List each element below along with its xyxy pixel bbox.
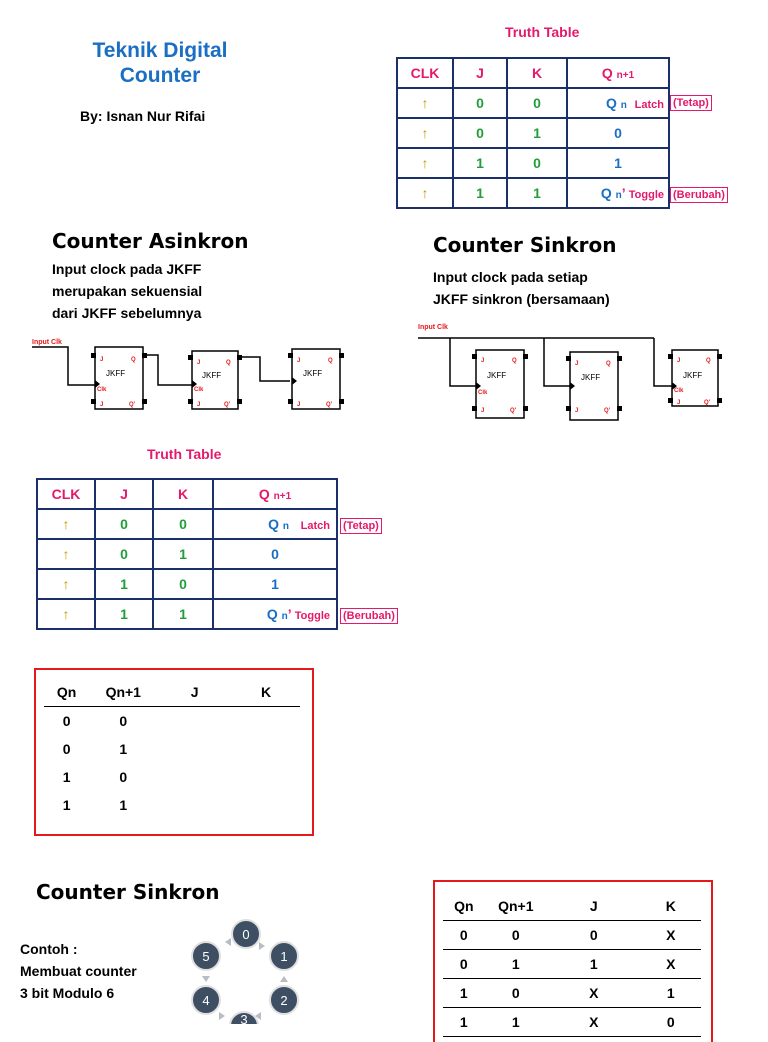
ff-name: JKFF (106, 369, 126, 378)
pin-j: J (197, 402, 201, 408)
header-q (213, 479, 337, 509)
pin-qbar: Q' (704, 400, 711, 406)
table-row (44, 791, 300, 819)
toggle-tag: Toggle (294, 610, 330, 622)
cell-q (567, 178, 669, 208)
state-label: 4 (202, 993, 210, 1008)
cell-qn1: 1 (119, 741, 128, 757)
desc-line: Input clock pada JKFF (52, 261, 202, 277)
excitation-table-full (443, 892, 701, 1037)
cell-k: 0 (507, 88, 567, 118)
cell-k: 0 (507, 148, 567, 178)
table-row (397, 148, 669, 178)
q-text: Q (266, 606, 278, 622)
cell-q (213, 509, 337, 539)
pin-q: Q (512, 358, 517, 364)
header-q-sub: n+1 (273, 491, 292, 502)
clk-arrow: ↑ (397, 88, 453, 118)
input-clk-label: Input Clk (418, 324, 448, 331)
header-j: J (547, 892, 641, 921)
table-row (37, 539, 337, 569)
pin-clk: Clk (97, 387, 107, 393)
cell-j: 0 (453, 118, 507, 148)
example-line: Contoh : (20, 941, 78, 957)
state-node-2 (270, 986, 298, 1014)
note-tetap-middle: (Tetap) (340, 518, 382, 534)
cell-qn: 0 (443, 921, 485, 950)
heading-sinkron-top: Counter Sinkron (433, 233, 617, 257)
q-prime: ’ (287, 606, 291, 622)
excitation-table-full-frame (433, 880, 713, 1042)
cell-j: 1 (547, 950, 641, 979)
table-row (397, 178, 669, 208)
cell-j: X (547, 1008, 641, 1037)
pin-j: J (677, 400, 681, 406)
table-row (44, 735, 300, 763)
header-q-sub: n+1 (616, 70, 635, 81)
cell-qn: 1 (443, 1008, 485, 1037)
note-tetap-top: (Tetap) (670, 95, 712, 111)
table-row (443, 921, 701, 950)
cell-qn1: 0 (485, 979, 547, 1008)
header-j: J (453, 58, 507, 88)
excitation-table-partial (44, 678, 300, 819)
cell-k: 1 (507, 178, 567, 208)
pin-qbar: Q' (510, 408, 517, 414)
example-text (20, 938, 137, 1004)
state-node-1 (270, 942, 298, 970)
cell-q: 0 (567, 118, 669, 148)
flip-flop-3 (288, 349, 344, 409)
table-row (44, 707, 300, 736)
table-header-row (44, 678, 300, 707)
cell-qn: 1 (62, 797, 71, 813)
pin-clk: Clk (674, 388, 684, 394)
pin-clk: Clk (194, 387, 204, 393)
cell-j: 0 (95, 539, 153, 569)
cell-qn1: 1 (485, 1008, 547, 1037)
cell-j (157, 707, 232, 736)
clk-arrow: ↑ (397, 148, 453, 178)
cell-qn: 0 (62, 741, 71, 757)
header-clk: CLK (37, 479, 95, 509)
table-header-row (397, 58, 669, 88)
cell-k: X (641, 921, 701, 950)
header-qn1: Qn+1 (485, 892, 547, 921)
pin-qbar: Q' (129, 402, 136, 408)
truth-table-title-middle: Truth Table (147, 446, 222, 462)
cell-j: 1 (95, 599, 153, 629)
truth-table-top (396, 57, 670, 209)
note-berubah-middle: (Berubah) (340, 608, 398, 624)
flip-flop-2 (188, 351, 242, 409)
q-sub: n (281, 611, 288, 622)
table-row (37, 569, 337, 599)
heading-asinkron: Counter Asinkron (52, 229, 249, 253)
cell-k (232, 763, 300, 791)
pin-qbar: Q' (224, 402, 231, 408)
pin-j: J (297, 402, 301, 408)
cell-k: 1 (641, 979, 701, 1008)
table-row (44, 763, 300, 791)
state-label: 5 (202, 949, 210, 964)
input-clk-label: Input Clk (32, 339, 62, 346)
ff-name: JKFF (202, 371, 222, 380)
desc-line: merupakan sekuensial (52, 283, 203, 299)
clk-branch-1 (450, 338, 476, 386)
flip-flop-2 (566, 352, 622, 420)
header-qn: Qn (443, 892, 485, 921)
title-line-2: Counter (119, 64, 201, 87)
cell-qn1: 0 (485, 921, 547, 950)
pin-j: J (481, 358, 485, 364)
pin-q: Q (226, 360, 231, 366)
cell-j: 1 (453, 148, 507, 178)
table-row (397, 88, 669, 118)
cell-j: 1 (95, 569, 153, 599)
cell-j: 0 (547, 921, 641, 950)
asinkron-circuit-diagram (30, 335, 360, 425)
pin-q: Q (131, 357, 136, 363)
table-header-row (443, 892, 701, 921)
q-sub: n (615, 190, 622, 201)
header-q-text: Q (601, 65, 613, 81)
header-qn1: Qn+1 (89, 678, 157, 707)
excitation-table-partial-frame (34, 668, 314, 836)
header-k: K (232, 678, 300, 707)
cell-k: X (641, 950, 701, 979)
toggle-tag: Toggle (628, 189, 664, 201)
cell-k: 1 (507, 118, 567, 148)
truth-table-title-top: Truth Table (505, 24, 580, 40)
state-node-0 (232, 920, 260, 948)
cell-qn: 1 (62, 769, 71, 785)
desc-line: Input clock pada setiap (433, 269, 588, 285)
cell-j: 1 (453, 178, 507, 208)
pin-j: J (575, 408, 579, 414)
cell-k (232, 707, 300, 736)
clk-arrow: ↑ (37, 539, 95, 569)
cell-k: 0 (641, 1008, 701, 1037)
q-text: Q (600, 185, 612, 201)
pin-clk: Clk (478, 390, 488, 396)
desc-sinkron (433, 266, 610, 310)
pin-j: J (481, 408, 485, 414)
clk-arrow: ↑ (37, 569, 95, 599)
cell-q (213, 599, 337, 629)
latch-tag: Latch (300, 520, 330, 532)
state-node-5 (192, 942, 220, 970)
input-clk-wire (32, 347, 95, 385)
state-cycle-diagram (185, 918, 305, 1024)
flip-flop-1 (91, 347, 147, 409)
pin-j: J (100, 402, 104, 408)
cell-qn1: 0 (119, 769, 128, 785)
wire-2-3 (242, 357, 290, 381)
pin-j: J (297, 358, 301, 364)
clk-arrow: ↑ (397, 118, 453, 148)
cell-qn1: 1 (119, 797, 128, 813)
state-label: 3 (240, 1012, 248, 1024)
pin-q: Q (606, 361, 611, 367)
table-row (443, 1008, 701, 1037)
state-node-4 (192, 986, 220, 1014)
cell-k: 0 (153, 569, 213, 599)
cell-k: 1 (153, 599, 213, 629)
table-row (443, 979, 701, 1008)
cell-q: 0 (213, 539, 337, 569)
clk-branch-2 (544, 338, 570, 386)
page-title (60, 38, 260, 88)
header-k: K (507, 58, 567, 88)
table-row (397, 118, 669, 148)
ff-name: JKFF (303, 369, 323, 378)
truth-table-middle (36, 478, 338, 630)
title-line-1: Teknik Digital (92, 39, 228, 62)
desc-line: dari JKFF sebelumnya (52, 305, 202, 321)
q-sub: n (620, 100, 627, 111)
header-clk: CLK (397, 58, 453, 88)
cell-j (157, 763, 232, 791)
desc-line: JKFF sinkron (bersamaan) (433, 291, 610, 307)
cell-j: 0 (95, 509, 153, 539)
state-node-3 (230, 1012, 258, 1024)
state-label: 0 (242, 927, 250, 942)
desc-asinkron (52, 258, 202, 324)
clk-arrow: ↑ (37, 509, 95, 539)
latch-tag: Latch (634, 99, 664, 111)
cell-j: 0 (453, 88, 507, 118)
flip-flop-1 (472, 350, 528, 418)
clk-branch-3 (654, 338, 672, 386)
cell-k: 1 (153, 539, 213, 569)
cell-qn: 0 (443, 950, 485, 979)
heading-sinkron-bottom: Counter Sinkron (36, 880, 220, 904)
example-line: Membuat counter (20, 963, 137, 979)
pin-j: J (197, 360, 201, 366)
wire-1-2 (147, 355, 192, 385)
pin-j: J (677, 358, 681, 364)
header-k: K (641, 892, 701, 921)
sinkron-circuit-diagram (416, 320, 728, 425)
cell-j (157, 791, 232, 819)
cell-qn: 0 (62, 713, 71, 729)
pin-q: Q (328, 358, 333, 364)
table-row (443, 950, 701, 979)
q-sub: n (282, 521, 289, 532)
table-header-row (37, 479, 337, 509)
pin-q: Q (706, 358, 711, 364)
clk-arrow: ↑ (37, 599, 95, 629)
ff-name: JKFF (683, 371, 703, 380)
flip-flop-3 (668, 350, 722, 406)
header-j: J (157, 678, 232, 707)
pin-j: J (100, 357, 104, 363)
state-label: 1 (280, 949, 288, 964)
header-j: J (95, 479, 153, 509)
ff-name: JKFF (581, 373, 601, 382)
clk-arrow: ↑ (397, 178, 453, 208)
table-row (37, 599, 337, 629)
example-line: 3 bit Modulo 6 (20, 985, 115, 1001)
header-qn: Qn (44, 678, 89, 707)
header-q-text: Q (258, 486, 270, 502)
q-prime: ’ (621, 185, 625, 201)
cell-q (567, 88, 669, 118)
author: By: Isnan Nur Rifai (80, 108, 206, 124)
header-k: K (153, 479, 213, 509)
table-row (37, 509, 337, 539)
note-berubah-top: (Berubah) (670, 187, 728, 203)
pin-j: J (575, 361, 579, 367)
cell-qn1: 0 (119, 713, 128, 729)
cell-k (232, 735, 300, 763)
cell-j: X (547, 979, 641, 1008)
state-label: 2 (280, 993, 288, 1008)
pin-qbar: Q' (326, 402, 333, 408)
header-q (567, 58, 669, 88)
q-text: Q (605, 95, 617, 111)
ff-name: JKFF (487, 371, 507, 380)
cell-q: 1 (213, 569, 337, 599)
cell-qn1: 1 (485, 950, 547, 979)
q-text: Q (268, 516, 279, 532)
cell-k (232, 791, 300, 819)
cell-j (157, 735, 232, 763)
cell-q: 1 (567, 148, 669, 178)
pin-qbar: Q' (604, 408, 611, 414)
cell-k: 0 (153, 509, 213, 539)
cell-qn: 1 (443, 979, 485, 1008)
